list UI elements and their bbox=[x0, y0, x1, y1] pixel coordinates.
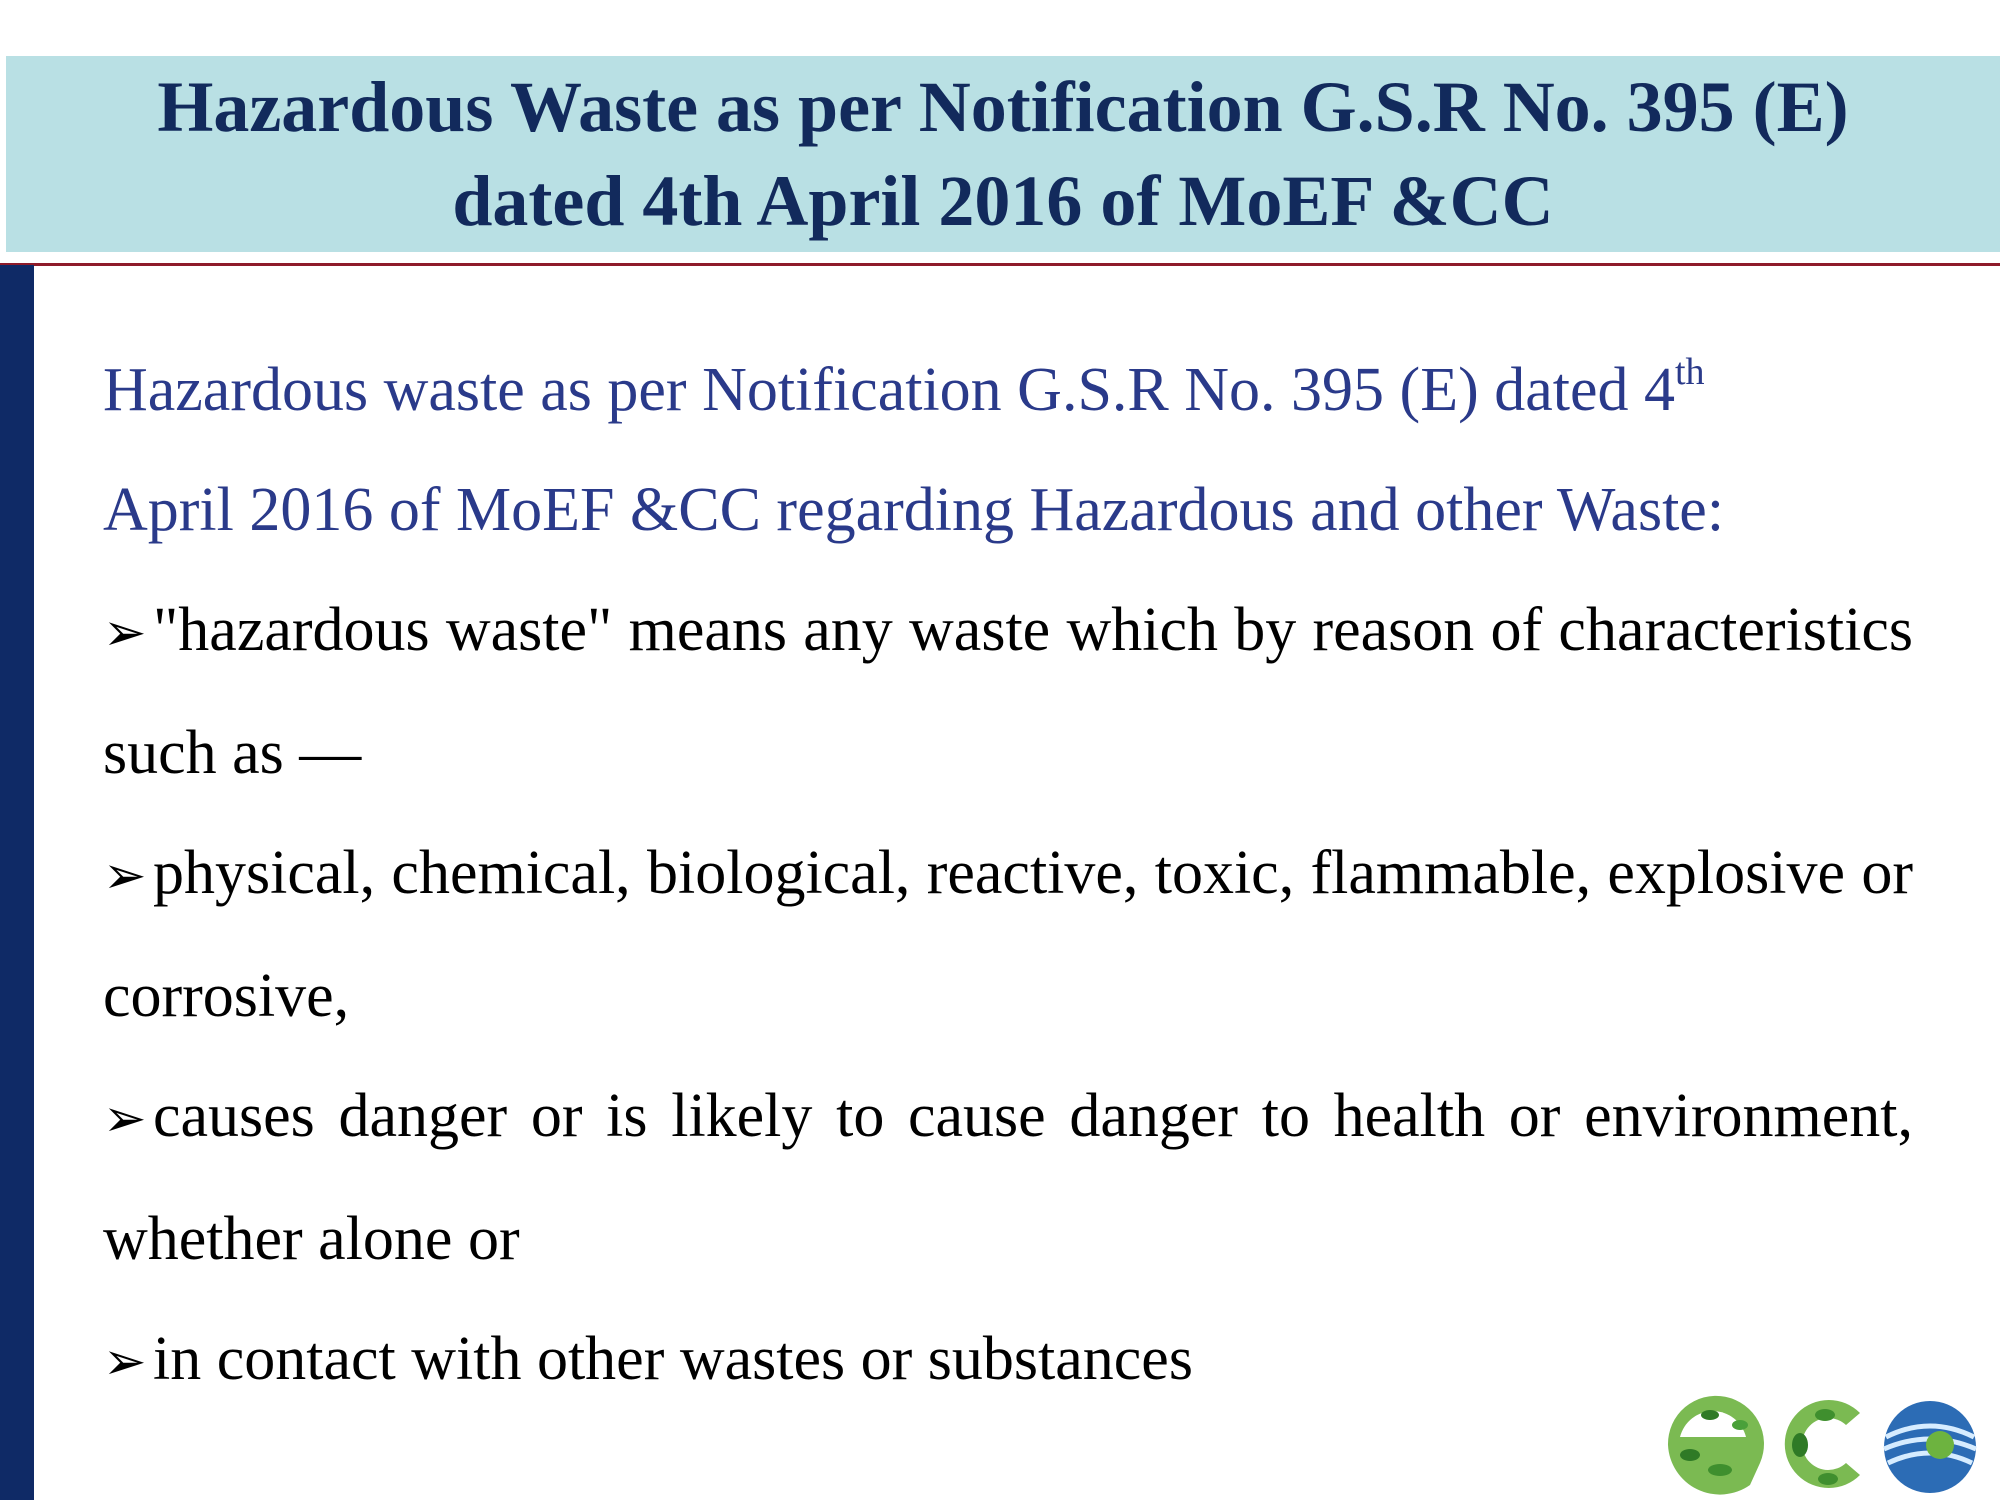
intro-superscript: th bbox=[1674, 351, 1705, 394]
letter-e-icon bbox=[1668, 1396, 1764, 1495]
intro-paragraph bbox=[103, 330, 1913, 570]
title-divider bbox=[0, 263, 2000, 266]
bullet-item bbox=[103, 570, 1913, 813]
slide-content bbox=[103, 330, 1913, 1422]
bullet-text: causes danger or is likely to cause danger to health or environment, whether alone or bbox=[103, 1082, 1913, 1273]
bullet-text: physical, chemical, biological, reactive, toxic, flammable, explosive or corrosive, bbox=[103, 839, 1913, 1030]
bullet-text: "hazardous waste" means any waste which by reason of characteristics such as — bbox=[103, 596, 1913, 787]
eco-logo-icon bbox=[1650, 1375, 2000, 1500]
slide-title-line-1: Hazardous Waste as per Notification G.S.R No. 395 (E) bbox=[157, 67, 1849, 147]
arrow-bullet-icon: ➢ bbox=[103, 846, 147, 906]
intro-text-part-2: April 2016 of MoEF &CC regarding Hazardous and other Waste: bbox=[103, 476, 1725, 544]
arrow-bullet-icon: ➢ bbox=[103, 1089, 147, 1149]
left-accent-bar bbox=[0, 265, 34, 1500]
bullet-item bbox=[103, 1056, 1913, 1299]
eco-group-logo bbox=[1650, 1375, 2000, 1500]
bullet-item bbox=[103, 1299, 1913, 1422]
slide-title-line-2: dated 4th April 2016 of MoEF &CC bbox=[452, 161, 1554, 241]
bullet-text: in contact with other wastes or substances bbox=[153, 1325, 1193, 1393]
globe-icon bbox=[1884, 1401, 1976, 1493]
title-box bbox=[6, 56, 2000, 252]
intro-text-part-1: Hazardous waste as per Notification G.S.R No. 395 (E) dated 4 bbox=[103, 356, 1675, 424]
arrow-bullet-icon: ➢ bbox=[103, 603, 147, 663]
arrow-bullet-icon: ➢ bbox=[103, 1332, 147, 1392]
letter-c-icon bbox=[1785, 1400, 1860, 1488]
bullet-item bbox=[103, 813, 1913, 1056]
